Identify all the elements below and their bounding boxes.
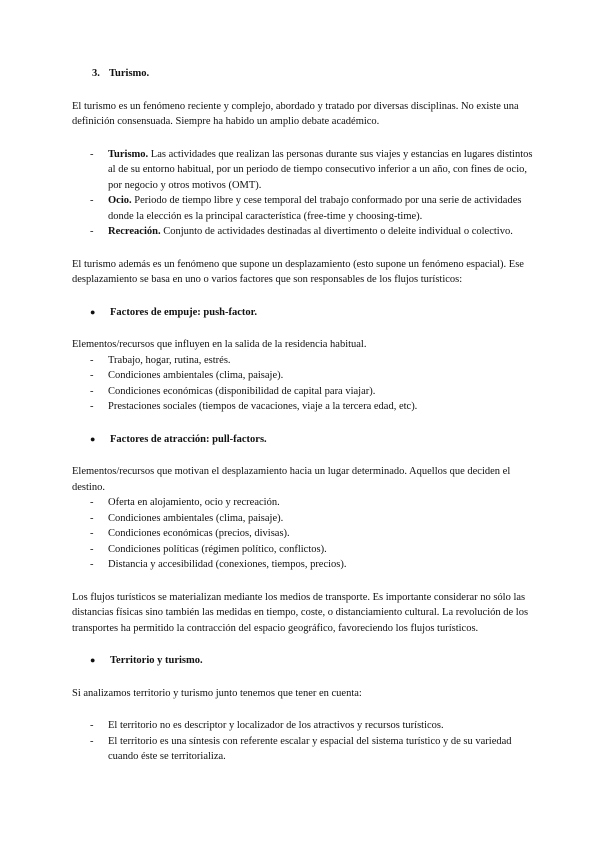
flows-paragraph: Los flujos turísticos se materializan mediante los medios de transporte. Es importante considerar no sólo las distancias físicas sino también las medidas en tiempo, coste, o distanciamiento cultural. La revolución de los transportes ha permitido la contracción del espacio geográfico, favoreciendo los flujos turísticos. (72, 591, 529, 634)
section-heading (92, 66, 534, 82)
bullet-icon: ● (90, 306, 96, 317)
list-item: - El territorio no es descriptor y localizador de los atractivos y recursos turísticos. (72, 718, 534, 734)
section-title: Turismo. (109, 68, 150, 79)
list-item: - Condiciones ambientales (clima, paisaje). (72, 368, 534, 384)
list-item: - Condiciones económicas (precios, divisas). (72, 526, 534, 542)
document-page (72, 66, 534, 765)
push-lead: Elementos/recursos que influyen en la salida de la residencia habitual. (72, 339, 367, 350)
list-item: - Condiciones ambientales (clima, paisaje). (72, 511, 534, 527)
pull-heading (72, 432, 534, 448)
definition-turismo (72, 147, 534, 194)
bullet-icon: ● (90, 433, 96, 444)
definition-term: Ocio. (108, 195, 132, 206)
definition-text: Las actividades que realizan las personas durante sus viajes y estancias en lugares distintos al de su entorno habitual, por un periodo de tiempo consecutivo inferior a un año, con fines de ocio, por negocio y otros motivos (OMT). (108, 148, 533, 191)
push-heading-text: Factores de empuje: push-factor. (110, 306, 257, 318)
definition-ocio (72, 193, 534, 224)
list-item: - Oferta en alojamiento, ocio y recreación. (72, 495, 534, 511)
list-item: - El territorio es una síntesis con referente escalar y espacial del sistema turístico y de su variedad cuando éste se territorializa. (72, 734, 534, 765)
section-number: 3. (92, 68, 100, 79)
list-item: - Prestaciones sociales (tiempos de vacaciones, viaje a la tercera edad, etc). (72, 399, 534, 415)
definition-text: Conjunto de actividades destinadas al divertimento o deleite individual o colectivo. (160, 226, 513, 237)
list-item: - Condiciones políticas (régimen político, conflictos). (72, 542, 534, 558)
definition-text: Periodo de tiempo libre y cese temporal del trabajo conformado por una serie de actividades donde la elección es la principal característica (free-time y choosing-time). (108, 195, 522, 222)
push-heading (72, 305, 534, 321)
territory-heading (72, 653, 534, 669)
bullet-icon: ● (90, 655, 96, 665)
pull-list (72, 495, 534, 573)
list-item: - Trabajo, hogar, rutina, estrés. (72, 353, 534, 369)
push-list (72, 353, 534, 415)
pull-heading-text: Factores de atracción: pull-factors. (110, 433, 267, 445)
list-item: - Condiciones económicas (disponibilidad de capital para viajar). (72, 384, 534, 400)
definition-term: Turismo. (108, 148, 149, 160)
territory-list (72, 718, 534, 765)
intro-paragraph: El turismo es un fenómeno reciente y complejo, abordado y tratado por diversas disciplinas. No existe una definición consensuada. Siempre ha habido un amplio debate académico. (72, 100, 519, 127)
territory-heading-text: Territorio y turismo. (110, 655, 203, 666)
definition-recreacion (72, 224, 534, 240)
displacement-paragraph: El turismo además es un fenómeno que supone un desplazamiento (esto supone un fenómeno espacial). Ese desplazamiento se basa en uno o varios factores que son responsables de los flujos turísticos: (72, 258, 524, 285)
definitions-list (72, 147, 534, 240)
definition-term: Recreación. (108, 226, 161, 237)
pull-lead: Elementos/recursos que motivan el desplazamiento hacia un lugar determinado. Aquellos que deciden el destino. (72, 466, 511, 493)
list-item: - Distancia y accesibilidad (conexiones, tiempos, precios). (72, 557, 534, 573)
territory-lead: Si analizamos territorio y turismo junto tenemos que tener en cuenta: (72, 687, 362, 699)
